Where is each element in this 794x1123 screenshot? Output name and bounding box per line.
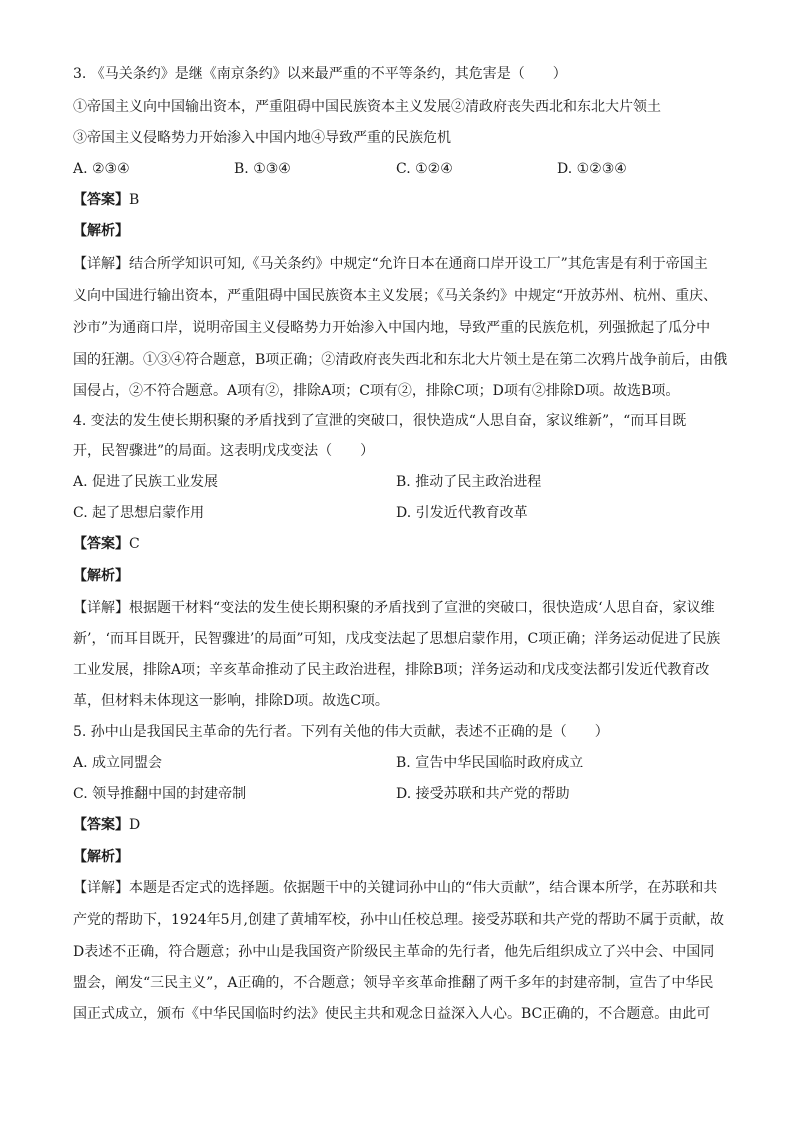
question-3-stem: 3. 《马关条约》是继《南京条约》以来最严重的不平等条约，其危害是（ ） — [73, 66, 567, 82]
question-4-stem: 开，民智骤进”的局面。这表明戊戌变法（ ） — [73, 443, 375, 459]
option-d: D. 引发近代教育改革 — [396, 505, 528, 521]
detail-line: 新’，‘而耳目既开，民智骤进’的局面”可知，戊戌变法起了思想启蒙作用，C项正确；洋务运动促进了民族 — [73, 631, 721, 647]
option-d: D. ①②③④ — [557, 161, 627, 177]
option-d: D. 接受苏联和共产党的帮助 — [396, 786, 570, 802]
question-4-stem: 4. 变法的发生使长期积聚的矛盾找到了宣泄的突破口，很快造成“人思自奋，家议维新”，“而耳目既 — [73, 413, 687, 429]
option-b: B. 推动了民主政治进程 — [396, 474, 542, 490]
option-b: B. ①③④ — [234, 161, 291, 177]
detail-line: 国侵占，②不符合题意。A项有②，排除A项；C项有②，排除C项；D项有②排除D项。故选B项。 — [73, 383, 680, 399]
question-4-options-row-1 — [73, 472, 733, 492]
answer-label: 【答案】 — [73, 817, 129, 833]
answer-line — [73, 815, 733, 835]
question-4-options-row-2 — [73, 503, 733, 523]
detail-line: D表述不正确，符合题意；孙中山是我国资产阶级民主革命的先行者，他先后组织成立了兴中会、中国同 — [73, 944, 715, 960]
answer-value: B — [129, 192, 140, 208]
analysis-label: 【解析】 — [73, 568, 129, 584]
detail-line: 义向中国进行输出资本，严重阻碍中国民族资本主义发展；《马关条约》中规定“开放苏州、杭州、重庆、 — [73, 288, 718, 304]
option-c: C. ①②④ — [396, 161, 453, 177]
answer-value: D — [129, 817, 141, 833]
question-3-item-line: ③帝国主义侵略势力开始渗入中国内地④导致严重的民族危机 — [73, 130, 451, 146]
detail-line: 【详解】本题是否定式的选择题。依据题干中的关键词孙中山的“伟大贡献”，结合课本所学，在苏联和共 — [73, 880, 718, 896]
question-5-options-row-1 — [73, 753, 733, 773]
detail-line: 【详解】根据题干材料“变法的发生使长期积聚的矛盾找到了宣泄的突破口，很快造成‘人思自奋，家议维 — [73, 600, 715, 616]
detail-line: 工业发展，排除A项；辛亥革命推动了民主政治进程，排除B项；洋务运动和戊戌变法都引发近代教育改 — [73, 662, 710, 678]
detail-line: 国的狂潮。①③④符合题意，B项正确；②清政府丧失西北和东北大片领土是在第二次鸦片战争前后，由俄 — [73, 352, 728, 368]
question-3-options — [73, 159, 733, 179]
option-c: C. 起了思想启蒙作用 — [73, 505, 205, 521]
detail-line: 产党的帮助下，1924年5月,创建了黄埔军校，孙中山任校总理。接受苏联和共产党的帮助不属于贡献，故 — [73, 912, 724, 928]
detail-line: 盟会，阐发“三民主义”，A正确的，不合题意；领导辛亥革命推翻了两千多年的封建帝制，宣告了中华民 — [73, 975, 714, 991]
answer-value: C — [129, 536, 140, 552]
analysis-label: 【解析】 — [73, 223, 129, 239]
detail-line: 国正式成立，颁布《中华民国临时约法》使民主共和观念日益深入人心。BC正确的，不合题意。由此可 — [73, 1006, 711, 1022]
question-5-options-row-2 — [73, 784, 733, 804]
question-3-item-line: ①帝国主义向中国输出资本，严重阻碍中国民族资本主义发展②清政府丧失西北和东北大片领土 — [73, 99, 661, 115]
answer-label: 【答案】 — [73, 536, 129, 552]
detail-line: 革，但材料未体现这一影响，排除D项。故选C项。 — [73, 693, 389, 709]
option-b: B. 宣告中华民国临时政府成立 — [396, 755, 584, 771]
answer-line — [73, 190, 733, 210]
option-a: A. 促进了民族工业发展 — [73, 474, 219, 490]
option-c: C. 领导推翻中国的封建帝制 — [73, 786, 247, 802]
answer-line — [73, 534, 733, 554]
analysis-label: 【解析】 — [73, 849, 129, 865]
detail-line: 【详解】结合所学知识可知,《马关条约》中规定“允许日本在通商口岸开设工厂”其危害是有利于帝国主 — [73, 256, 708, 272]
option-a: A. ②③④ — [73, 161, 130, 177]
answer-label: 【答案】 — [73, 192, 129, 208]
question-5-stem: 5. 孙中山是我国民主革命的先行者。下列有关他的伟大贡献，表述不正确的是（ ） — [73, 724, 609, 740]
detail-line: 沙市”为通商口岸，说明帝国主义侵略势力开始渗入中国内地，导致严重的民族危机，列强掀起了瓜分中 — [73, 320, 711, 336]
option-a: A. 成立同盟会 — [73, 755, 163, 771]
